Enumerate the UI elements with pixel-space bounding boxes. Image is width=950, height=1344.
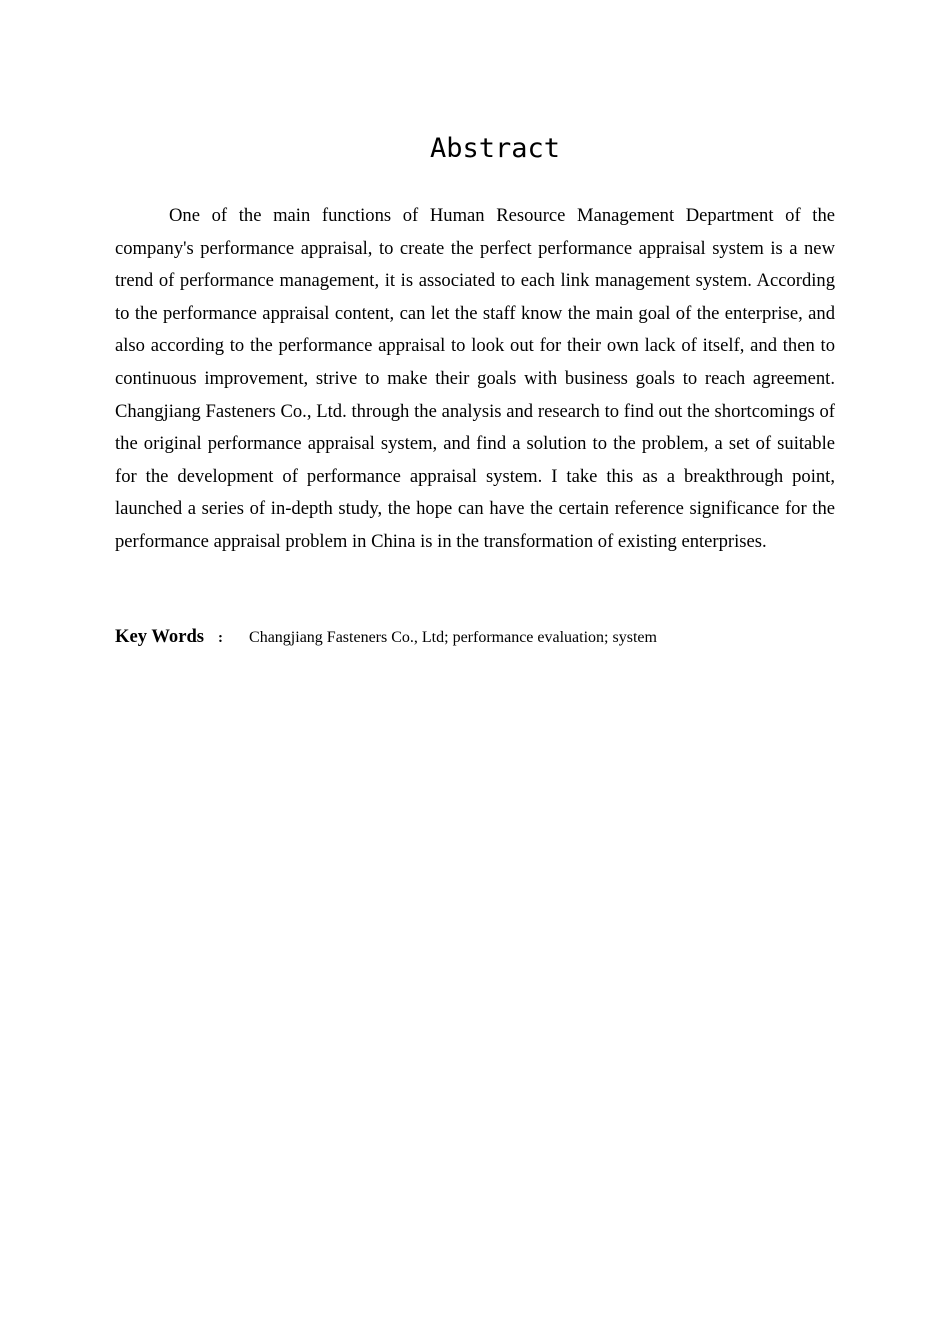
abstract-body: One of the main functions of Human Resource Management Department of the company's performance appraisal, to create the perfect performance appraisal system is a new trend of performance management, it is associated to each link management system. According to the performance appraisal content, can let the staff know the main goal of the enterprise, and also according to the performance appraisal to look out for their own lack of itself, and then to continuous improvement, strive to make their goals with business goals to reach agreement. Changjiang Fasteners Co., Ltd. through the analysis and research to find out the shortcomings of the original performance appraisal system, and find a solution to the problem, a set of suitable for the development of performance appraisal system. I take this as a breakthrough point, launched a series of in-depth study, the hope can have the certain reference significance for the performance appraisal problem in China is in the transformation of existing enterprises.	[115, 205, 835, 552]
abstract-title: Abstract	[429, 133, 561, 164]
keywords-separator: :	[218, 630, 224, 646]
keywords-label: Key Words	[115, 626, 205, 647]
keywords-line	[115, 626, 835, 648]
keywords-value: Changjiang Fasteners Co., Ltd; performance evaluation; system	[249, 629, 657, 646]
